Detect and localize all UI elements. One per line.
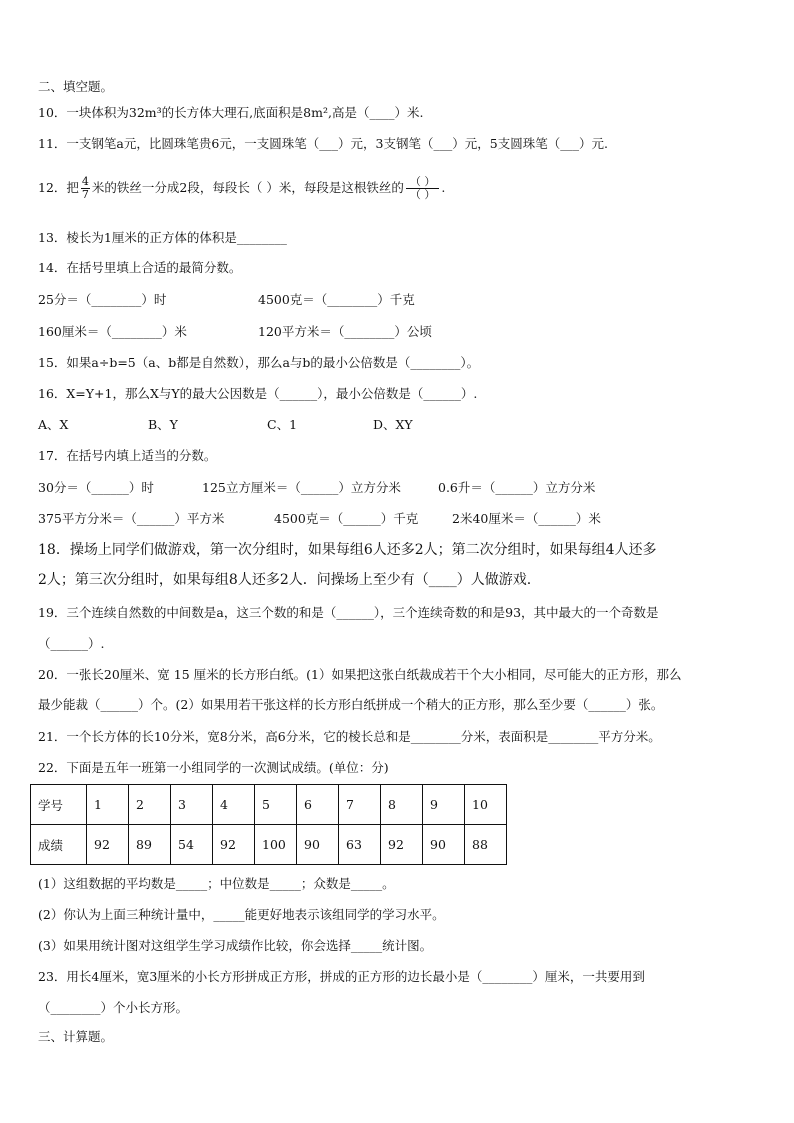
table-cell: 92 [87,825,129,865]
table-header-cell: 学号 [31,785,87,825]
table-cell: 92 [381,825,423,865]
table-row [31,785,507,825]
question-15: 15．如果a÷b=5（a、b都是自然数），那么a与b的最小公倍数是（________）。 [38,355,480,370]
table-cell: 100 [255,825,297,865]
question-22: 22．下面是五年一班第一小组同学的一次测试成绩。(单位：分) [38,760,389,775]
table-cell: 88 [465,825,507,865]
question-19-line-1: 19．三个连续自然数的中间数是a，这三个数的和是（______），三个连续奇数的和是93，其中最大的一个奇数是 [38,605,659,620]
question-18-line-1: 18．操场上同学们做游戏，第一次分组时，如果每组6人还多2人；第二次分组时，如果每组4人还多 [38,542,657,558]
question-20-line-1: 20．一张长20厘米、宽 15 厘米的长方形白纸。(1）如果把这张白纸裁成若干个大小相同，尽可能大的正方形，那么 [38,667,682,682]
question-13: 13．棱长为1厘米的正方体的体积是________ [38,230,287,245]
question-10: 10．一块体积为32m³的长方体大理石,底面积是8m²,高是（____）米. [38,105,424,120]
table-cell: 1 [87,785,129,825]
q14-item-4: 120平方米＝（________）公顷 [258,324,432,339]
table-cell: 54 [171,825,213,865]
question-11: 11．一支钢笔a元，比圆珠笔贵6元，一支圆珠笔（___）元，3支钢笔（___）元，5支圆珠笔（___）元. [38,136,608,151]
question-18-line-2: 2人；第三次分组时，如果每组8人还多2人．问操场上至少有（____）人做游戏. [38,572,532,588]
q16-option-c: C、1 [267,417,298,432]
table-cell: 10 [465,785,507,825]
blank-denominator: （ ） [409,188,436,201]
q12-middle: 米的铁丝一分成2段，每段长（ ）米，每段是这根铁丝的 [91,180,404,195]
question-21: 21．一个长方体的长10分米，宽8分米，高6分米，它的棱长总和是________分米，表面积是________平方分米。 [38,729,661,744]
table-cell: 6 [297,785,339,825]
q16-option-d: D、XY [373,417,413,432]
question-20-line-2: 最少能裁（______）个。(2）如果用若干张这样的长方形白纸拼成一个稍大的正方形，那么至少要（______）张。 [38,697,664,712]
section-2-title: 二、填空题。 [38,79,114,94]
table-cell: 89 [129,825,171,865]
question-22-sub-3: (3）如果用统计图对这组学生学习成绩作比较，你会选择_____统计图。 [38,938,433,953]
table-row [31,825,507,865]
q16-option-a: A、X [38,417,69,432]
blank-numerator: （ ） [406,176,440,189]
fraction-numerator: 4 [81,175,89,188]
blank-fraction [406,176,440,201]
fraction-denominator: 7 [81,188,89,201]
question-12 [38,176,445,201]
four-sevenths-fraction [81,176,90,201]
table-cell: 3 [171,785,213,825]
question-16: 16．X=Y+1，那么X与Y的最大公因数是（______），最小公倍数是（______）. [38,386,478,401]
table-cell: 8 [381,785,423,825]
table-cell: 92 [213,825,255,865]
q12-prefix: 12．把 [38,180,79,195]
q14-item-1: 25分＝（________）时 [38,292,167,307]
table-cell: 90 [297,825,339,865]
table-cell: 7 [339,785,381,825]
table-cell: 63 [339,825,381,865]
question-19-line-2: （______）. [38,636,105,651]
q17-item-3: 0.6升＝（______）立方分米 [438,480,596,495]
question-23-line-2: （________）个小长方形。 [38,1000,189,1015]
question-17: 17．在括号内填上适当的分数。 [38,448,217,463]
table-cell: 9 [423,785,465,825]
q16-option-b: B、Y [148,417,178,432]
scores-table [30,784,507,865]
section-3-title: 三、计算题。 [38,1029,114,1044]
q12-suffix: . [441,180,446,195]
question-14: 14．在括号里填上合适的最简分数。 [38,260,242,275]
q14-item-3: 160厘米＝（________）米 [38,324,187,339]
table-cell: 5 [255,785,297,825]
table-header-cell: 成绩 [31,825,87,865]
question-23-line-1: 23．用长4厘米，宽3厘米的小长方形拼成正方形，拼成的正方形的边长最小是（________）厘米，一共要用到 [38,969,645,984]
question-22-sub-1: (1）这组数据的平均数是_____；中位数是_____；众数是_____。 [38,876,395,891]
table-cell: 4 [213,785,255,825]
q17-item-5: 4500克＝（______）千克 [274,511,419,526]
q17-item-2: 125立方厘米＝（______）立方分米 [202,480,401,495]
q17-item-6: 2米40厘米＝（______）米 [452,511,601,526]
q17-item-4: 375平方分米＝（______）平方米 [38,511,225,526]
table-cell: 90 [423,825,465,865]
question-22-sub-2: (2）你认为上面三种统计量中，_____能更好地表示该组同学的学习水平。 [38,907,445,922]
q17-item-1: 30分＝（______）时 [38,480,154,495]
q14-item-2: 4500克＝（________）千克 [258,292,415,307]
table-cell: 2 [129,785,171,825]
